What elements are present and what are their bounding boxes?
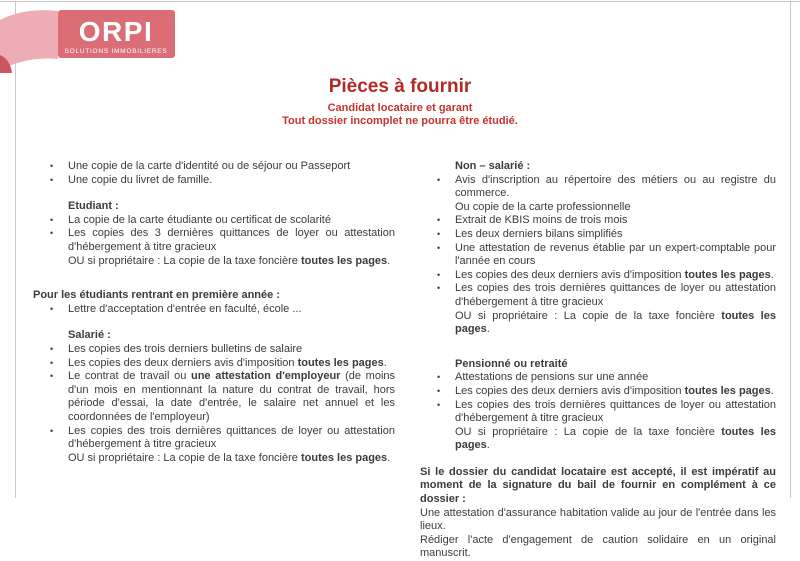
text-line <box>455 282 776 309</box>
list-item-text <box>455 399 776 453</box>
list-item-text <box>68 227 395 268</box>
list-item-text <box>68 357 395 371</box>
text-run: . <box>486 323 490 336</box>
bullet-icon: • <box>50 371 54 382</box>
page-subtitle-2: Tout dossier incomplet ne pourra être étudié. <box>282 115 518 127</box>
section-heading: Non – salarié : <box>455 160 531 172</box>
bullet-icon: • <box>50 425 54 436</box>
bullet-icon: • <box>50 161 54 171</box>
text-line <box>68 227 395 254</box>
text-run: OU si propriétaire : La copie de la taxe foncière <box>455 425 722 438</box>
bullet-icon: • <box>50 228 54 239</box>
text-line <box>455 310 776 337</box>
text-run: Une attestation de revenus établie par un expert-comptable pour l'année en cours <box>455 241 776 268</box>
text-run: Les copies des deux derniers avis d'imposition <box>455 268 685 281</box>
text-run: (de moins d'un mois en mentionnant la nature du contrat de travail, hors période d'essai, la date d'entrée, le salaire net annuel et les coordonnées de l'employeur) <box>68 370 396 423</box>
bullet-icon: • <box>50 343 54 354</box>
list-item <box>33 370 395 424</box>
text-run: . <box>486 439 490 452</box>
section-heading: Pensionné ou retraité <box>455 357 568 370</box>
emphasized-text: toutes les pages <box>297 356 384 369</box>
list-item <box>33 425 395 466</box>
text-line <box>68 214 395 228</box>
text-run: Une copie de la carte d'identité ou de séjour ou Passeport <box>68 160 351 172</box>
text-line <box>455 174 776 201</box>
text-run: Les copies des deux derniers avis d'imposition <box>68 356 298 369</box>
text-line <box>455 371 776 385</box>
list-item-text <box>455 242 776 269</box>
bullet-icon: • <box>437 242 441 253</box>
list-item <box>420 269 776 283</box>
list-item-text <box>68 370 395 424</box>
text-run: Une copie du livret de famille. <box>68 173 213 186</box>
text-run: . <box>387 451 391 464</box>
text-run: . <box>770 384 774 397</box>
bullet-icon: • <box>437 174 441 185</box>
spacer <box>33 316 395 329</box>
list-item <box>420 214 776 228</box>
text-line <box>455 399 776 426</box>
bullet-icon: • <box>50 357 54 368</box>
list-item <box>33 303 395 317</box>
spacer <box>33 268 395 289</box>
bullet-icon: • <box>50 174 54 185</box>
text-line <box>455 426 776 453</box>
text-line <box>68 160 395 174</box>
list-item-text <box>455 385 776 399</box>
section-heading: Pour les étudiants rentrant en première année : <box>33 289 280 302</box>
text-line <box>455 201 776 215</box>
bullet-icon: • <box>437 228 441 239</box>
list-item <box>420 228 776 242</box>
list-item-text <box>455 228 776 242</box>
bullet-icon: • <box>50 303 54 314</box>
spacer <box>420 337 776 358</box>
bullet-icon: • <box>437 385 441 396</box>
spacer <box>420 453 776 466</box>
list-item <box>33 343 395 357</box>
text-run: OU si propriétaire : La copie de la taxe foncière <box>68 254 301 267</box>
emphasized-text: toutes les pages <box>684 268 771 281</box>
text-run: Les deux derniers bilans simplifiés <box>455 227 623 240</box>
text-run: Rédiger l'acte d'engagement de caution solidaire en un original manuscrit. <box>420 533 776 560</box>
emphasized-text: toutes les pages <box>684 384 771 397</box>
bullet-icon: • <box>437 372 441 383</box>
bullet-icon: • <box>50 214 54 225</box>
list-item <box>420 371 776 385</box>
text-run: OU si propriétaire : La copie de la taxe foncière <box>455 309 722 322</box>
note-paragraph <box>420 466 776 561</box>
page-title: Pièces à fournir <box>328 76 472 97</box>
text-run: Ou copie de la carte professionnelle <box>455 200 631 213</box>
text-line <box>455 228 776 242</box>
list-item <box>33 357 395 371</box>
document-header <box>0 76 800 128</box>
section-heading: Salarié : <box>68 329 111 342</box>
list-item-text <box>68 174 395 188</box>
text-line <box>420 507 776 534</box>
bullet-icon: • <box>437 269 441 280</box>
emphasized-text: Si le dossier du candidat locataire est accepté, il est impératif au moment de la signature du bail de fournir en complément à ce dossier : <box>420 465 776 506</box>
text-line <box>68 370 395 424</box>
text-run: OU si propriétaire : La copie de la taxe foncière <box>68 451 301 464</box>
text-line <box>68 303 395 317</box>
list-item-text <box>68 160 395 174</box>
logo-ribbon-shape <box>0 10 58 70</box>
list-item <box>420 385 776 399</box>
section-heading: Etudiant : <box>68 200 119 213</box>
list-item <box>33 160 395 174</box>
text-line <box>455 242 776 269</box>
text-line <box>68 452 395 466</box>
text-line <box>68 174 395 188</box>
text-run: La copie de la carte étudiante ou certificat de scolarité <box>68 213 331 226</box>
list-item <box>33 214 395 228</box>
text-run: Les copies des trois dernières quittances de loyer ou attestation d'hébergement à titre gracieux <box>68 424 395 451</box>
spacer <box>33 187 395 200</box>
text-run: Les copies des 3 dernières quittances de loyer ou attestation d'hébergement à titre gracieux <box>68 227 395 253</box>
list-item <box>420 174 776 215</box>
text-run: Les copies des trois dernières quittances de loyer ou attestation d'hébergement à titre gracieux <box>455 282 776 308</box>
text-run: . <box>383 356 387 369</box>
list-item-text <box>455 269 776 283</box>
emphasized-text: toutes les pages <box>300 451 388 464</box>
list-item-text <box>68 425 395 466</box>
text-line <box>68 425 395 452</box>
list-item <box>420 282 776 336</box>
list-item-text <box>455 282 776 336</box>
right-column <box>420 160 776 561</box>
emphasized-text: une attestation d'employeur <box>190 370 341 383</box>
list-item-text <box>455 371 776 385</box>
text-run: Une attestation d'assurance habitation valide au jour de l'entrée dans les lieux. <box>420 506 776 533</box>
logo-tagline-text: SOLUTIONS IMMOBILIERES <box>64 48 168 55</box>
text-run: Attestations de pensions sur une année <box>455 371 649 384</box>
bullet-icon: • <box>437 215 441 226</box>
bullet-icon: • <box>437 283 441 294</box>
text-run: . <box>770 268 774 281</box>
list-item <box>420 242 776 269</box>
logo-brand-text: ORPI <box>78 16 154 47</box>
text-line <box>68 357 395 371</box>
list-item-text <box>455 174 776 215</box>
text-line <box>455 385 776 399</box>
list-item-text <box>68 303 395 317</box>
list-item <box>33 227 395 268</box>
text-run: Les copies des deux derniers avis d'imposition <box>455 384 685 397</box>
text-run: Lettre d'acceptation d'entrée en faculté, école ... <box>68 302 302 315</box>
list-item-text <box>455 214 776 228</box>
list-item-text <box>68 214 395 228</box>
text-run: . <box>387 254 391 267</box>
text-run: Extrait de KBIS moins de trois mois <box>455 214 628 227</box>
emphasized-text: toutes les pages <box>300 254 388 267</box>
text-run: Avis d'inscription au répertoire des métiers ou au registre du commerce. <box>455 173 776 200</box>
left-column <box>33 160 395 465</box>
text-line <box>455 214 776 228</box>
page-subtitle-1: Candidat locataire et garant <box>327 102 473 114</box>
list-item-text <box>68 343 395 357</box>
emphasized-text: toutes les pages <box>455 425 776 452</box>
orpi-logo <box>0 0 178 75</box>
text-line <box>68 343 395 357</box>
emphasized-text: toutes les pages <box>455 309 776 336</box>
list-item <box>420 399 776 453</box>
bullet-icon: • <box>437 399 441 410</box>
text-run: Les copies des trois dernières quittances de loyer ou attestation d'hébergement à titre gracieux <box>455 398 776 425</box>
text-run: Les copies des trois derniers bulletins de salaire <box>68 342 303 355</box>
text-line <box>420 534 776 561</box>
text-line <box>455 269 776 283</box>
list-item <box>33 174 395 188</box>
text-line <box>420 466 776 507</box>
text-run: Le contrat de travail ou <box>68 370 191 383</box>
text-line <box>68 255 395 269</box>
